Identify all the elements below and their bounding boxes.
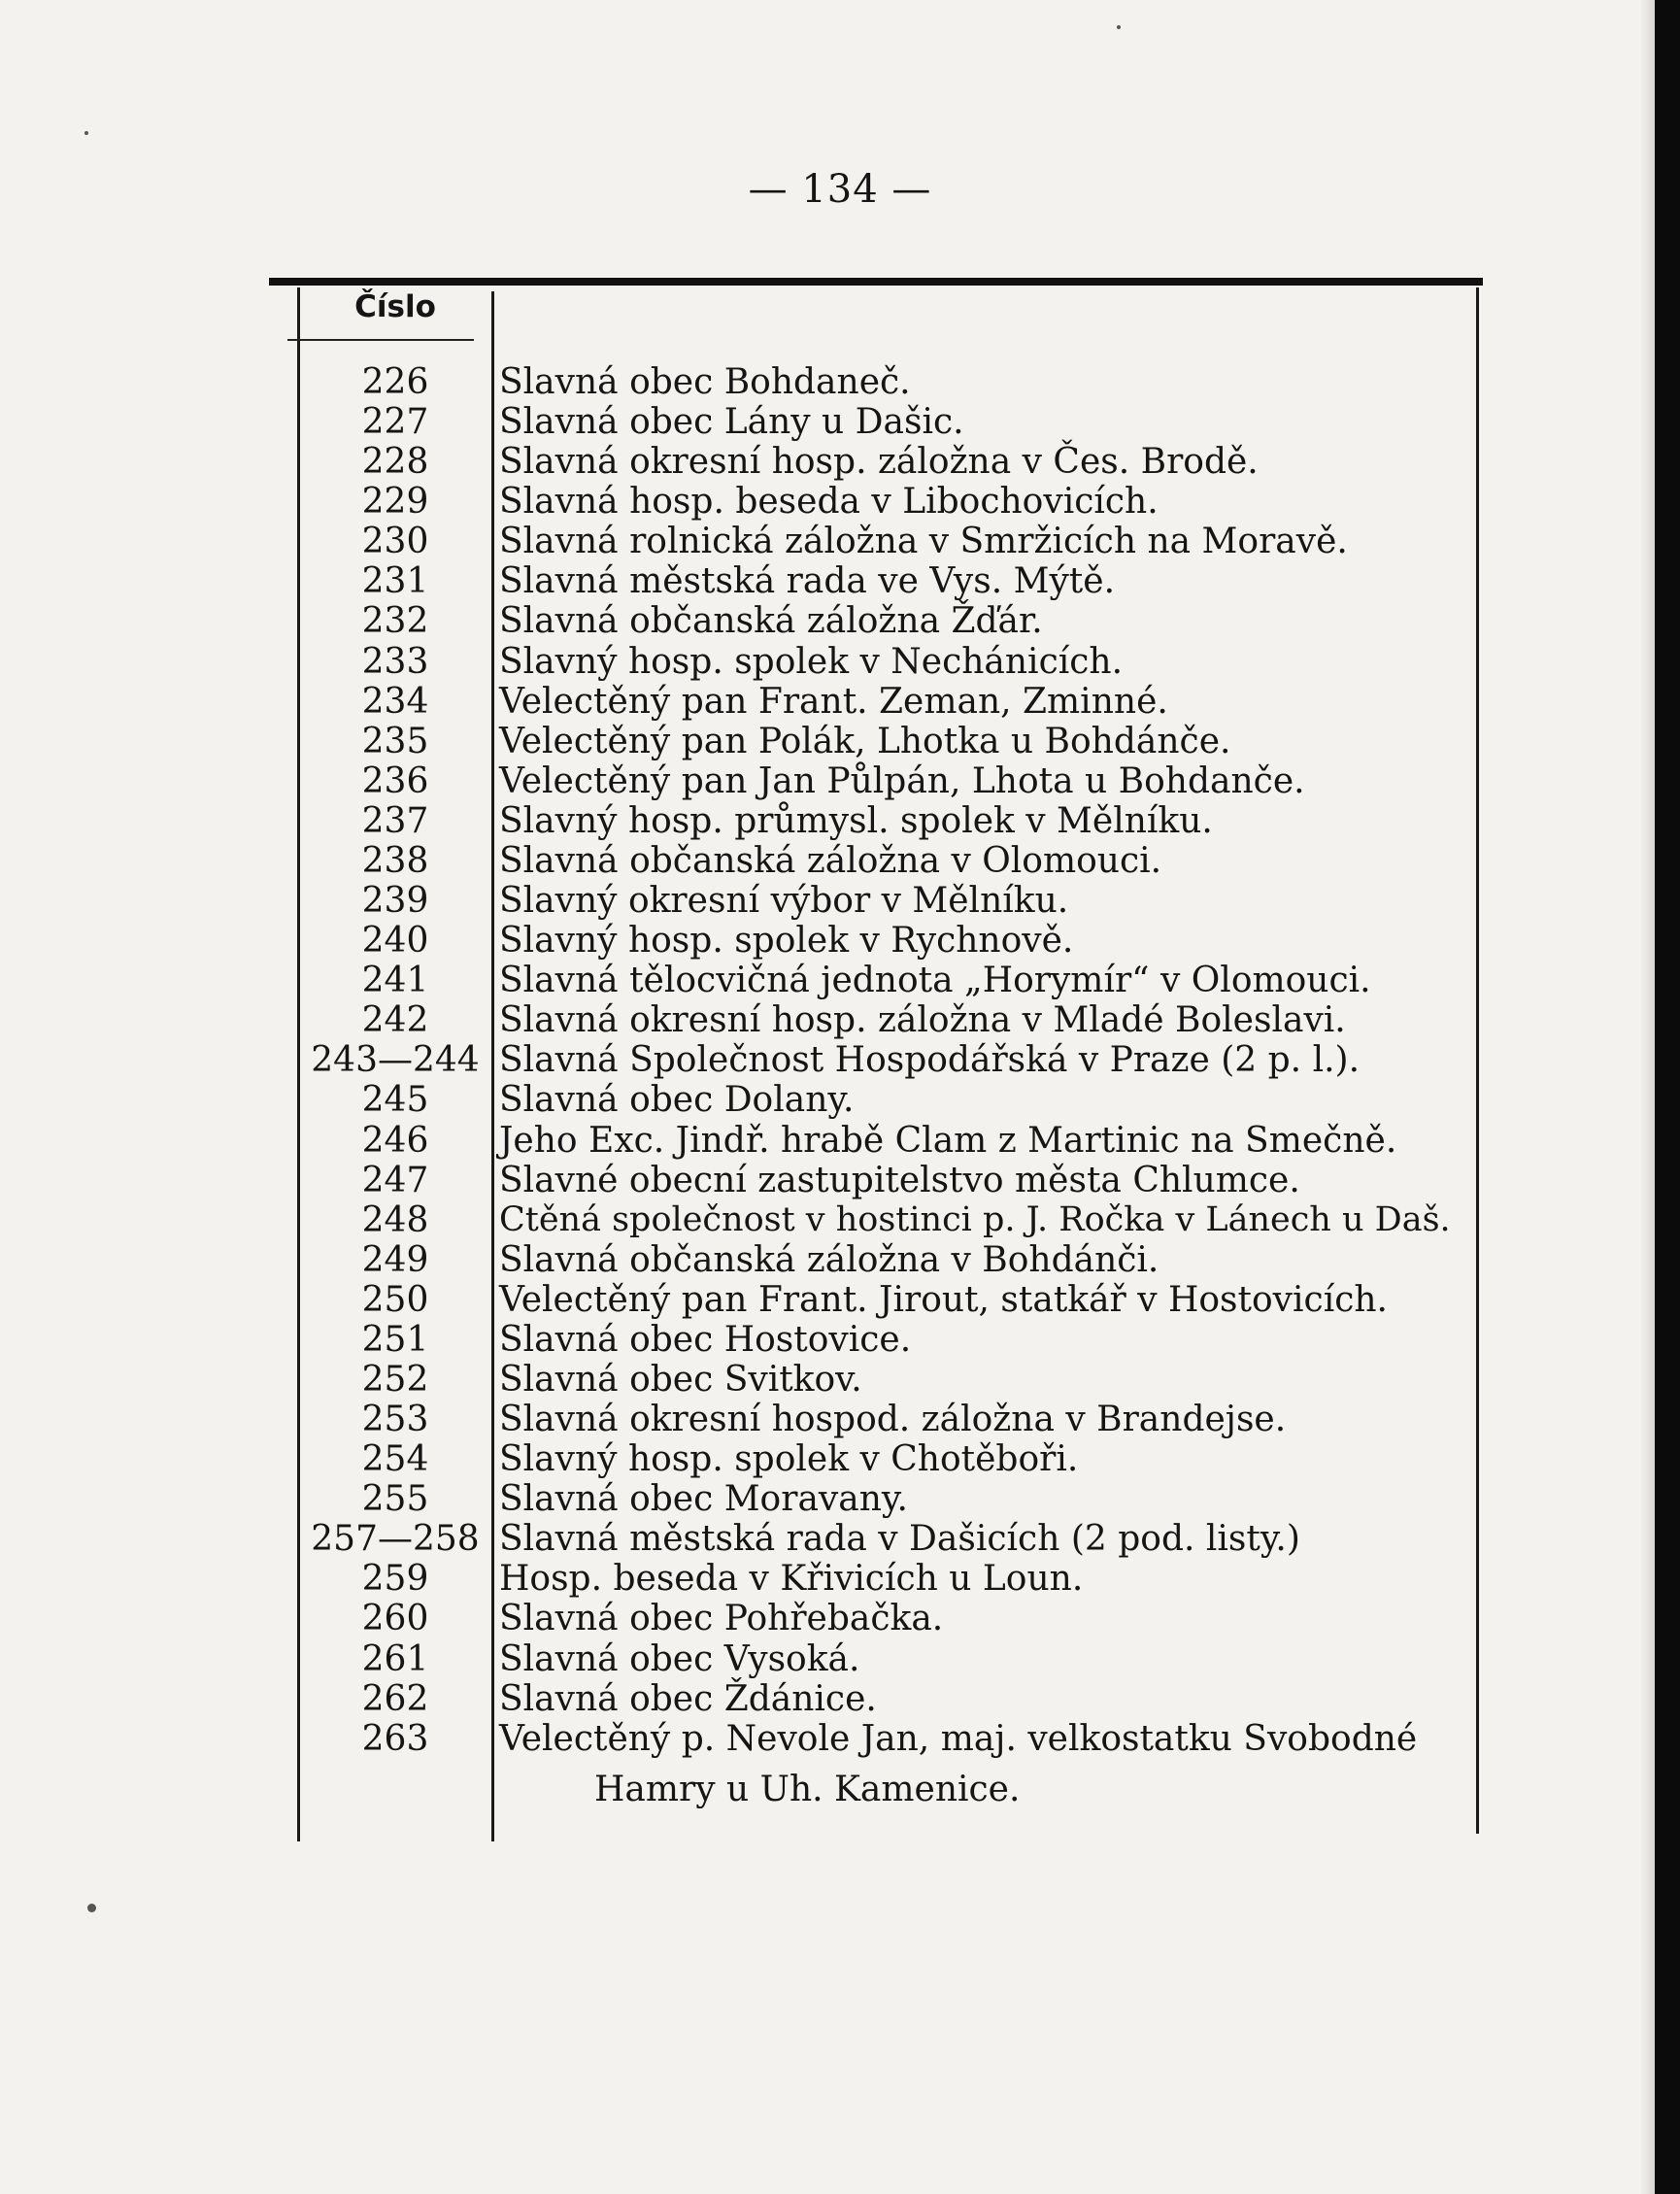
entry-number: 261: [361, 1638, 429, 1679]
entry-number: 255: [361, 1479, 429, 1520]
entry-name: Slavná okresní hosp. záložna v Čes. Brodě.: [499, 442, 1259, 483]
entry-name: Velectěný pan Jan Půlpán, Lhota u Bohdanče.: [499, 760, 1305, 801]
page-edge: [1655, 0, 1680, 2194]
entry-number: 231: [361, 561, 429, 602]
entry-name: Slavná hosp. beseda v Libochovicích.: [499, 482, 1159, 523]
entry-name: Slavný hosp. průmysl. spolek v Mělníku.: [499, 800, 1213, 841]
entry-number: 254: [361, 1439, 429, 1480]
entry-number: 232: [361, 601, 429, 642]
entry-name: Slavné obecní zastupitelstvo města Chlumce.: [499, 1160, 1300, 1200]
print-speck: [87, 1904, 96, 1912]
column-header-number: Číslo: [354, 289, 436, 324]
entry-number: 263: [361, 1718, 429, 1759]
entry-name: Slavná obec Lány u Dašic.: [499, 402, 964, 443]
row-continuation: Hamry u Uh. Kamenice.: [594, 1770, 1021, 1809]
entry-number: 245: [361, 1080, 429, 1121]
entry-name: Slavný hosp. spolek v Rychnově.: [499, 921, 1074, 962]
entry-name: Slavná Společnost Hospodářská v Praze (2 p. l.).: [499, 1040, 1361, 1081]
entry-name: Slavná obec Bohdaneč.: [499, 362, 911, 402]
entry-name: Slavná okresní hospod. záložna v Brandejse.: [499, 1400, 1287, 1440]
entry-number: 228: [361, 442, 429, 483]
entry-number: 247: [361, 1160, 429, 1200]
header-rule: [287, 339, 474, 341]
entry-number: 246: [361, 1120, 429, 1161]
page-number: — 134 —: [748, 167, 932, 212]
entry-number: 248: [361, 1199, 429, 1240]
entry-number: 234: [361, 681, 429, 722]
entry-name: Slavný okresní výbor v Mělníku.: [499, 881, 1069, 922]
entry-name: Slavná obec Dolany.: [499, 1080, 855, 1121]
entry-number: 243—244: [311, 1040, 480, 1081]
entry-name: Slavná obec Svitkov.: [499, 1360, 862, 1400]
entry-number: 251: [361, 1319, 429, 1360]
entry-number: 241: [361, 961, 429, 1001]
entry-number: 260: [361, 1599, 429, 1639]
entry-name: Hosp. beseda v Křivicích u Loun.: [499, 1559, 1084, 1600]
entry-name: Slavná obec Hostovice.: [499, 1319, 912, 1360]
entry-number: 238: [361, 840, 429, 881]
entry-name: Slavná obec Vysoká.: [499, 1638, 860, 1679]
entry-number: 230: [361, 522, 429, 562]
table-left-border: [297, 287, 300, 1841]
entry-number: 235: [361, 721, 429, 761]
entry-number: 233: [361, 641, 429, 682]
entry-number: 242: [361, 1000, 429, 1041]
table-right-border: [1476, 287, 1479, 1834]
entry-number: 240: [361, 921, 429, 962]
entry-name: Velectěný pan Frant. Zeman, Zminné.: [499, 681, 1168, 722]
entry-name: Jeho Exc. Jindř. hrabě Clam z Martinic na Smečně.: [499, 1120, 1397, 1161]
entry-name: Slavná občanská záložna Žďár.: [499, 601, 1043, 642]
entry-number: 226: [361, 362, 429, 402]
entry-name: Slavný hosp. spolek v Nechánicích.: [499, 641, 1124, 682]
print-speck: [84, 131, 88, 135]
entry-name: Slavný hosp. spolek v Chotěboři.: [499, 1439, 1079, 1480]
entry-number: 250: [361, 1279, 429, 1320]
entry-number: 239: [361, 881, 429, 922]
table-top-rule: [269, 278, 1483, 286]
entry-name: Slavná rolnická záložna v Smržicích na Moravě.: [499, 522, 1348, 562]
entry-name: Slavná městská rada ve Vys. Mýtě.: [499, 561, 1116, 602]
entry-number: 237: [361, 800, 429, 841]
entry-name: Slavná obec Pohřebačka.: [499, 1599, 944, 1639]
table-column-divider: [491, 291, 494, 1841]
entry-number: 249: [361, 1239, 429, 1280]
print-speck: [1117, 25, 1121, 29]
entry-number: 253: [361, 1400, 429, 1440]
entry-name: Velectěný pan Polák, Lhotka u Bohdánče.: [499, 721, 1231, 761]
entry-name: Slavná městská rada v Dašicích (2 pod. listy.): [499, 1519, 1300, 1560]
entry-name: Velectěný pan Frant. Jirout, statkář v Hostovicích.: [499, 1279, 1388, 1320]
entry-number: 257—258: [311, 1519, 480, 1560]
entry-number: 229: [361, 482, 429, 523]
entry-name: Slavná občanská záložna v Olomouci.: [499, 840, 1162, 881]
entry-number: 227: [361, 402, 429, 443]
entry-name: Slavná obec Moravany.: [499, 1479, 908, 1520]
entry-name: Velectěný p. Nevole Jan, maj. velkostatku Svobodné: [499, 1718, 1418, 1759]
entry-name: Slavná občanská záložna v Bohdánči.: [499, 1239, 1159, 1280]
entry-number: 259: [361, 1559, 429, 1600]
entry-number: 262: [361, 1678, 429, 1719]
entry-name: Slavná okresní hosp. záložna v Mladé Boleslavi.: [499, 1000, 1346, 1041]
entry-name: Slavná tělocvičná jednota „Horymír“ v Olomouci.: [499, 961, 1371, 1001]
entry-name: Ctěná společnost v hostinci p. J. Ročka v Lánech u Daš.: [499, 1199, 1451, 1239]
page-edge-shadow: [1641, 0, 1655, 2194]
entry-number: 252: [361, 1360, 429, 1400]
entry-name: Slavná obec Ždánice.: [499, 1678, 877, 1719]
entry-number: 236: [361, 760, 429, 801]
